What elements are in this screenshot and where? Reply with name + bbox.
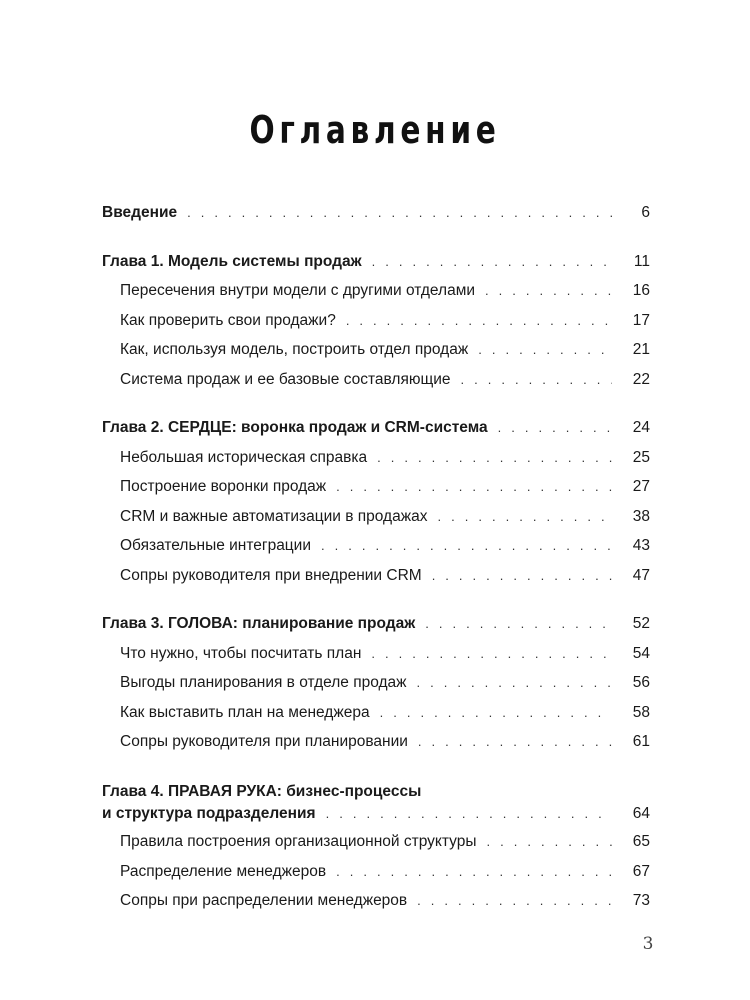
toc-entry-label: Правила построения организационной структуры	[120, 833, 477, 850]
toc-entry-label: Глава 1. Модель системы продаж	[102, 252, 362, 270]
toc-entry-section[interactable]	[102, 827, 650, 857]
toc-entry-section[interactable]	[102, 276, 650, 306]
dot-leader	[417, 891, 612, 911]
toc-entry-label: Распределение менеджеров	[120, 862, 327, 880]
dot-leader	[336, 477, 612, 497]
toc-entry-page: 21	[632, 341, 650, 358]
toc-entry-label-line1: Глава 4. ПРАВАЯ РУКА: бизнес-процессы	[102, 782, 422, 800]
toc-entry-chapter-3[interactable]	[102, 609, 650, 639]
toc-entry-label: Введение	[102, 204, 178, 221]
dot-leader	[498, 418, 612, 438]
toc-entry-label: Глава 2. СЕРДЦЕ: воронка продаж и CRM-система	[102, 419, 488, 436]
dot-leader	[486, 832, 612, 852]
toc-entry-page: 24	[632, 419, 650, 436]
toc-entry-page: 11	[633, 252, 650, 270]
toc-entry-page: 61	[632, 733, 650, 750]
toc-entry-section[interactable]	[102, 639, 650, 669]
toc-entry-label: CRM и важные автоматизации в продажах	[120, 507, 428, 525]
toc-entry-page: 73	[632, 892, 650, 909]
dot-leader	[377, 448, 612, 468]
dot-leader	[417, 673, 612, 693]
toc-entry-page: 22	[632, 370, 650, 388]
toc-entry-section[interactable]	[102, 727, 650, 757]
toc-entry-page: 56	[632, 674, 650, 691]
toc-entry-section[interactable]	[102, 306, 650, 336]
toc-entry-page: 17	[632, 311, 650, 329]
table-of-contents	[102, 198, 650, 916]
toc-entry-chapter-2[interactable]	[102, 413, 650, 443]
dot-leader	[418, 732, 612, 752]
toc-entry-chapter-1[interactable]	[102, 247, 650, 277]
toc-entry-section[interactable]	[102, 561, 650, 591]
toc-entry-page: 52	[632, 615, 650, 632]
page-title: Оглавление	[249, 108, 501, 152]
toc-entry-label: Небольшая историческая справка	[120, 448, 368, 466]
toc-entry-page: 27	[632, 478, 650, 495]
toc-entry-section[interactable]	[102, 698, 650, 728]
toc-entry-label-line2: и структура подразделения	[102, 804, 316, 822]
dot-leader	[187, 203, 612, 223]
toc-entry-section[interactable]	[102, 472, 650, 502]
toc-entry-line2	[102, 803, 650, 828]
dot-leader	[380, 703, 612, 723]
dot-leader	[432, 566, 612, 586]
dot-leader	[425, 614, 612, 634]
toc-entry-label: Как выставить план на менеджера	[120, 703, 370, 721]
toc-entry-section[interactable]	[102, 857, 650, 887]
toc-entry-label: Глава 3. ГОЛОВА: планирование продаж	[102, 615, 416, 632]
toc-entry-page: 25	[632, 448, 650, 466]
toc-entry-section[interactable]	[102, 668, 650, 698]
toc-entry-label: Система продаж и ее базовые составляющие	[120, 370, 451, 388]
toc-entry-page: 67	[632, 862, 650, 880]
toc-entry-page: 43	[632, 537, 650, 554]
toc-entry-page: 54	[632, 644, 650, 662]
toc-entry-section[interactable]	[102, 531, 650, 561]
toc-entry-page: 6	[641, 204, 650, 221]
dot-leader	[371, 644, 612, 664]
toc-entry-page: 64	[632, 804, 650, 822]
toc-entry-section[interactable]	[102, 365, 650, 395]
toc-entry-label: Обязательные интеграции	[120, 537, 312, 554]
toc-entry-introduction[interactable]	[102, 198, 650, 228]
toc-entry-page: 47	[632, 566, 650, 584]
dot-leader	[321, 536, 612, 556]
toc-entry-label: Как проверить свои продажи?	[120, 311, 336, 329]
toc-entry-chapter-4[interactable]	[102, 776, 650, 828]
toc-entry-label: Выгоды планирования в отделе продаж	[120, 674, 407, 691]
toc-entry-label: Построение воронки продаж	[120, 478, 327, 495]
toc-entry-label: Что нужно, чтобы посчитать план	[120, 644, 362, 662]
toc-entry-page: 58	[632, 703, 650, 721]
toc-entry-label: Сопры руководителя при внедрении CRM	[120, 566, 422, 584]
toc-entry-section[interactable]	[102, 886, 650, 916]
toc-entry-label: Пересечения внутри модели с другими отделами	[120, 282, 476, 299]
dot-leader	[437, 507, 612, 527]
toc-entry-label: Сопры руководителя при планировании	[120, 733, 408, 750]
dot-leader	[478, 340, 612, 360]
toc-entry-label: Сопры при распределении менеджеров	[120, 892, 408, 909]
dot-leader	[326, 803, 612, 825]
toc-entry-section[interactable]	[102, 443, 650, 473]
toc-entry-page: 16	[632, 282, 650, 299]
toc-entry-label: Как, используя модель, построить отдел продаж	[120, 341, 469, 358]
toc-entry-section[interactable]	[102, 502, 650, 532]
dot-leader	[485, 281, 612, 301]
toc-entry-page: 65	[632, 833, 650, 850]
dot-leader	[372, 252, 612, 272]
toc-entry-section[interactable]	[102, 335, 650, 365]
dot-leader	[461, 370, 612, 390]
dot-leader	[336, 862, 612, 882]
dot-leader	[346, 311, 612, 331]
page-number: 3	[642, 934, 654, 954]
toc-entry-page: 38	[632, 507, 650, 525]
